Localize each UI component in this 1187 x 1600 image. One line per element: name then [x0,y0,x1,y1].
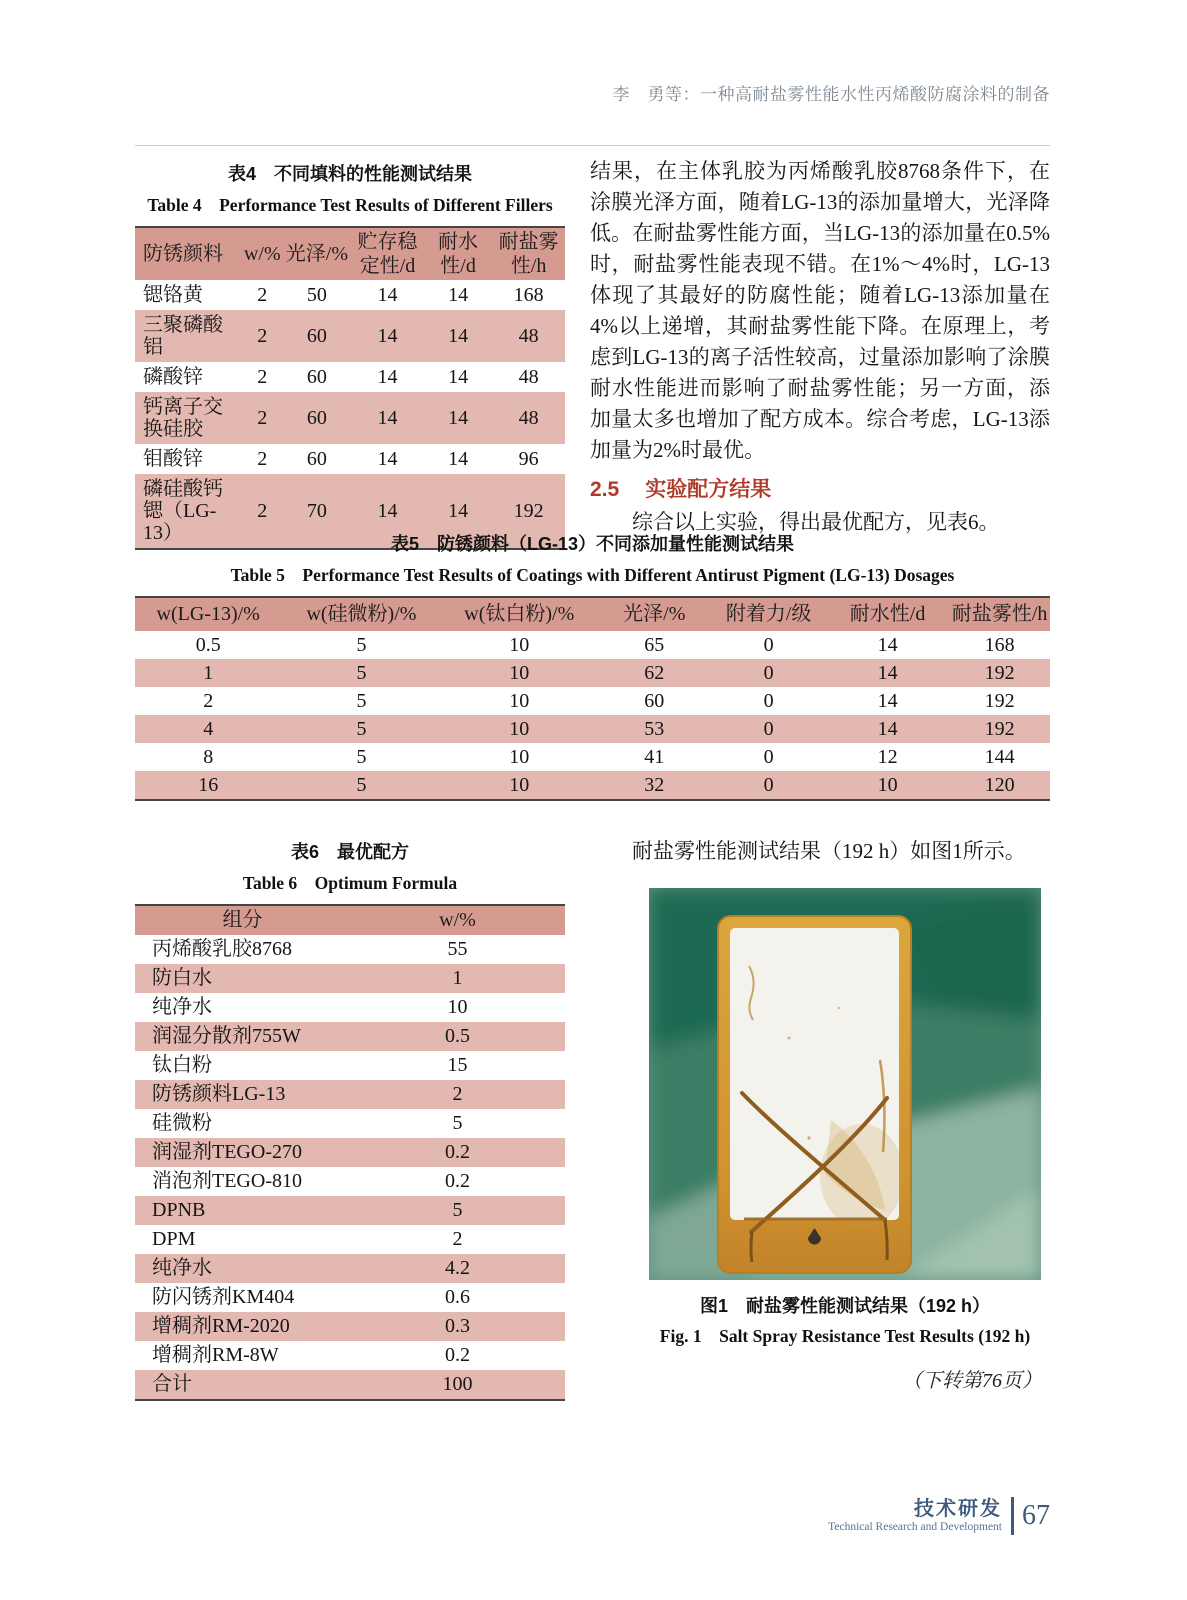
table-cell: 润湿剂TEGO-270 [135,1138,350,1167]
table-cell: 14 [448,448,469,470]
table-cell: 2 [242,474,283,549]
table-cell: 96 [518,448,539,470]
table-cell: 192 [949,659,1050,687]
table-cell: 100 [350,1370,565,1400]
table-header-cell: w/% [242,227,283,280]
table-cell: 2 [242,392,283,444]
table-row [135,444,565,474]
table-cell: 0.2 [445,1344,470,1366]
table-header-cell: 光泽/% [283,227,352,280]
table-header-cell: w(硅微粉)/% [281,597,441,631]
table-cell: 65 [644,634,665,656]
table-row [135,1341,565,1370]
table-cell: 磷硅酸钙锶（LG-13） [135,474,242,549]
table-cell: 168 [984,634,1015,656]
table-header-cell: 耐盐雾性/h [492,227,565,280]
table-cell: 5 [356,746,367,768]
table-cell: 60 [283,310,352,362]
table-cell: 168 [513,284,544,306]
table-cell: 钼酸锌 [143,448,203,470]
table4-block [135,160,565,550]
page-footer [828,1497,1050,1535]
table-cell: 5 [356,634,367,656]
footer-section-labels [828,1498,1002,1534]
table-cell: 5 [356,690,367,712]
table-row [135,310,565,362]
table-cell: 48 [518,366,539,388]
table-cell: 10 [826,771,950,800]
table-cell: 48 [492,310,565,362]
table-cell: 0 [711,771,825,800]
table-cell: 14 [351,474,424,549]
table-cell: 14 [448,366,469,388]
table-cell: 0 [763,690,774,712]
table-row [135,771,1050,800]
table-row [135,687,1050,715]
table-cell: 14 [377,284,398,306]
table-cell: 4 [135,715,281,743]
paragraph-section: 综合以上实验，得出最优配方，见表6。 [632,510,1000,534]
table-cell: 5 [281,659,441,687]
section-heading [590,473,1050,503]
table-cell: 10 [447,996,468,1018]
table-cell: 70 [283,474,352,549]
table-cell: 1 [350,964,565,993]
table-row [135,935,565,964]
table-header-cell: 耐水性/d [424,227,492,280]
table-cell: 2 [242,310,283,362]
table-cell: 增稠剂RM-2020 [135,1312,350,1341]
table-cell: 钙离子交换硅胶 [135,392,242,444]
table5 [135,596,1050,801]
table-cell: 120 [949,771,1050,800]
table-row [135,964,565,993]
table-cell: 16 [135,771,281,800]
table-cell: DPNB [135,1196,350,1225]
table-cell: 防闪锈剂KM404 [152,1286,295,1308]
table-header-row [135,597,1050,631]
table-row [135,1254,565,1283]
article-column-bottom [590,836,1050,1393]
table-cell: 60 [283,392,352,444]
table-cell: 0.3 [350,1312,565,1341]
table-cell: 41 [644,746,665,768]
table-cell: 防白水 [135,964,350,993]
table5-title-zh: 表5 防锈颜料（LG-13）不同添加量性能测试结果 [390,534,795,554]
table4-title-zh: 表4 不同填料的性能测试结果 [227,164,472,184]
table-header-row [135,227,565,280]
table-cell: 丙烯酸乳胶8768 [152,938,292,960]
figure-intro: 耐盐雾性能测试结果（192 h）如图1所示。 [632,839,1026,863]
table-cell: 10 [509,690,530,712]
table-cell: 合计 [135,1370,350,1400]
table-header-cell: 附着力/级 [711,597,825,631]
table-row [135,1225,565,1254]
paragraph-continued: 结果，在主体乳胶为丙烯酸乳胶8768条件下，在涂膜光泽方面，随着LG-13的添加量增大，光泽降低。在耐盐雾性能方面，当LG-13的添加量在0.5%时，耐盐雾性能表现不错。在1%～4%时，LG-13体现了其最好的防腐性能；随着LG-13添加量在4%以上递增，其耐盐雾性能下降。在原理上，考虑到LG-13的离子活性较高，过量添加影响了涂膜耐水性能进而影响了耐盐雾性能；另一方面，添加量太多也增加了配方成本。综合考虑，LG-13添加量为2%时最优。 [590,159,1050,462]
page-number: 67 [1022,1500,1050,1531]
table-cell: 10 [509,634,530,656]
table-cell: 0 [763,634,774,656]
table-header-cell: 耐盐雾性/h [949,597,1050,631]
test-panel [718,916,911,1273]
section-number: 2.5 [590,478,620,501]
footer-section-en: Technical Research and Development [828,1521,1002,1533]
table-cell: 0 [711,715,825,743]
table-cell: DPM [152,1228,196,1250]
table-cell: 144 [984,746,1015,768]
table-cell: 2 [257,448,268,470]
table-cell: 14 [826,715,950,743]
table6 [135,904,565,1401]
table-cell: 12 [877,746,898,768]
table-cell: 纯净水 [135,1254,350,1283]
table-row [135,1370,565,1400]
table-cell: 三聚磷酸铝 [135,310,242,362]
table-cell: 192 [949,715,1050,743]
table-cell: 14 [351,310,424,362]
table-cell: 0.2 [445,1170,470,1192]
table-row [135,1196,565,1225]
header-rule [135,145,1050,146]
section-title: 实验配方结果 [645,478,772,501]
table-row [135,743,1050,771]
table4 [135,226,565,550]
table-cell: 10 [442,659,598,687]
table-cell: 14 [826,659,950,687]
table-cell: 192 [984,690,1015,712]
table-cell: 14 [351,392,424,444]
table-header-cell: w(钛白粉)/% [442,597,598,631]
table-row [135,280,565,310]
table-cell: 10 [442,715,598,743]
table-cell: 磷酸锌 [143,366,203,388]
table-cell: 14 [877,690,898,712]
table-cell: 锶铬黄 [143,284,203,306]
table-cell: 0.5 [350,1022,565,1051]
table-cell: 0.5 [195,634,221,656]
table-row [135,362,565,392]
turn-page-note: （下转第76页） [902,1370,1042,1392]
table-cell: 60 [644,690,665,712]
table-cell: 14 [424,392,492,444]
table-cell: 15 [447,1054,468,1076]
table5-title-en: Table 5 Performance Test Results of Coatings with Different Antirust Pigment (LG-13) Dosages [230,565,955,585]
table6-block [135,838,565,1401]
table-row [135,993,565,1022]
figure1-caption-zh: 图1 耐盐雾性能测试结果（192 h） [699,1296,991,1316]
table-cell: 14 [377,448,398,470]
table-row [135,392,565,444]
table-cell: 60 [306,366,327,388]
table-row [135,1080,565,1109]
salt-spray-test-photo [649,888,1041,1280]
table-cell: 润湿分散剂755W [135,1022,350,1051]
table5-block [135,530,1050,801]
table-cell: 14 [877,634,898,656]
table-cell: 0.2 [350,1138,565,1167]
table-cell: 5 [452,1112,463,1134]
table-header-cell: w/% [350,905,565,935]
table-cell: 消泡剂TEGO-810 [152,1170,302,1192]
table-cell: 10 [442,771,598,800]
table-cell: 防锈颜料LG-13 [135,1080,350,1109]
table-cell: 5 [281,715,441,743]
table-row [135,1312,565,1341]
table-header-row [135,905,565,935]
table-cell: 0 [763,746,774,768]
table-cell: 2 [203,690,214,712]
table-cell: 8 [203,746,214,768]
article-column-top [590,156,1050,538]
table-header-cell: w(LG-13)/% [135,597,281,631]
table-cell: 5 [350,1196,565,1225]
figure1 [649,888,1041,1348]
table-header-cell: 贮存稳定性/d [351,227,424,280]
table-cell: 增稠剂RM-8W [152,1344,279,1366]
table-cell: 55 [447,938,468,960]
table-cell: 钛白粉 [152,1054,212,1076]
table-cell: 50 [306,284,327,306]
table-row [135,659,1050,687]
table-row [135,1051,565,1080]
table-row [135,631,1050,659]
table-header-cell: 耐水性/d [826,597,950,631]
table-cell: 1 [135,659,281,687]
table-cell: 0.6 [445,1286,470,1308]
table-cell: 2 [350,1080,565,1109]
table-cell: 2 [257,284,268,306]
table-cell: 60 [306,448,327,470]
table-cell: 5 [281,771,441,800]
table-cell: 14 [448,284,469,306]
table-cell: 2 [257,366,268,388]
table-cell: 硅微粉 [152,1112,212,1134]
table-cell: 2 [452,1228,463,1250]
table4-title-en: Table 4 Performance Test Results of Different Fillers [147,195,553,215]
table-cell: 192 [492,474,565,549]
figure1-caption-en: Fig. 1 Salt Spray Resistance Test Results (192 h) [659,1326,1031,1346]
running-title: 李 勇等：一种高耐盐雾性能水性丙烯酸防腐涂料的制备 [612,85,1050,104]
table-header-cell: 组分 [135,905,350,935]
table-row [135,1138,565,1167]
footer-section-zh: 技术研发 [914,1498,1002,1520]
table-cell: 53 [597,715,711,743]
table-cell: 4.2 [350,1254,565,1283]
table-cell: 10 [509,746,530,768]
table-cell: 14 [424,474,492,549]
footer-divider [1011,1497,1014,1535]
table-cell: 62 [597,659,711,687]
table-row [135,1022,565,1051]
table-cell: 0 [711,659,825,687]
table-cell: 48 [492,392,565,444]
table-cell: 14 [377,366,398,388]
table-header-cell: 防锈颜料 [135,227,242,280]
table-row [135,1167,565,1196]
table6-title-en: Table 6 Optimum Formula [242,873,458,893]
table-row [135,715,1050,743]
table-row [135,1109,565,1138]
table-cell: 14 [424,310,492,362]
table-header-cell: 光泽/% [597,597,711,631]
table6-title-zh: 表6 最优配方 [290,842,409,862]
table-cell: 纯净水 [152,996,212,1018]
table-cell: 32 [597,771,711,800]
table-row [135,1283,565,1312]
